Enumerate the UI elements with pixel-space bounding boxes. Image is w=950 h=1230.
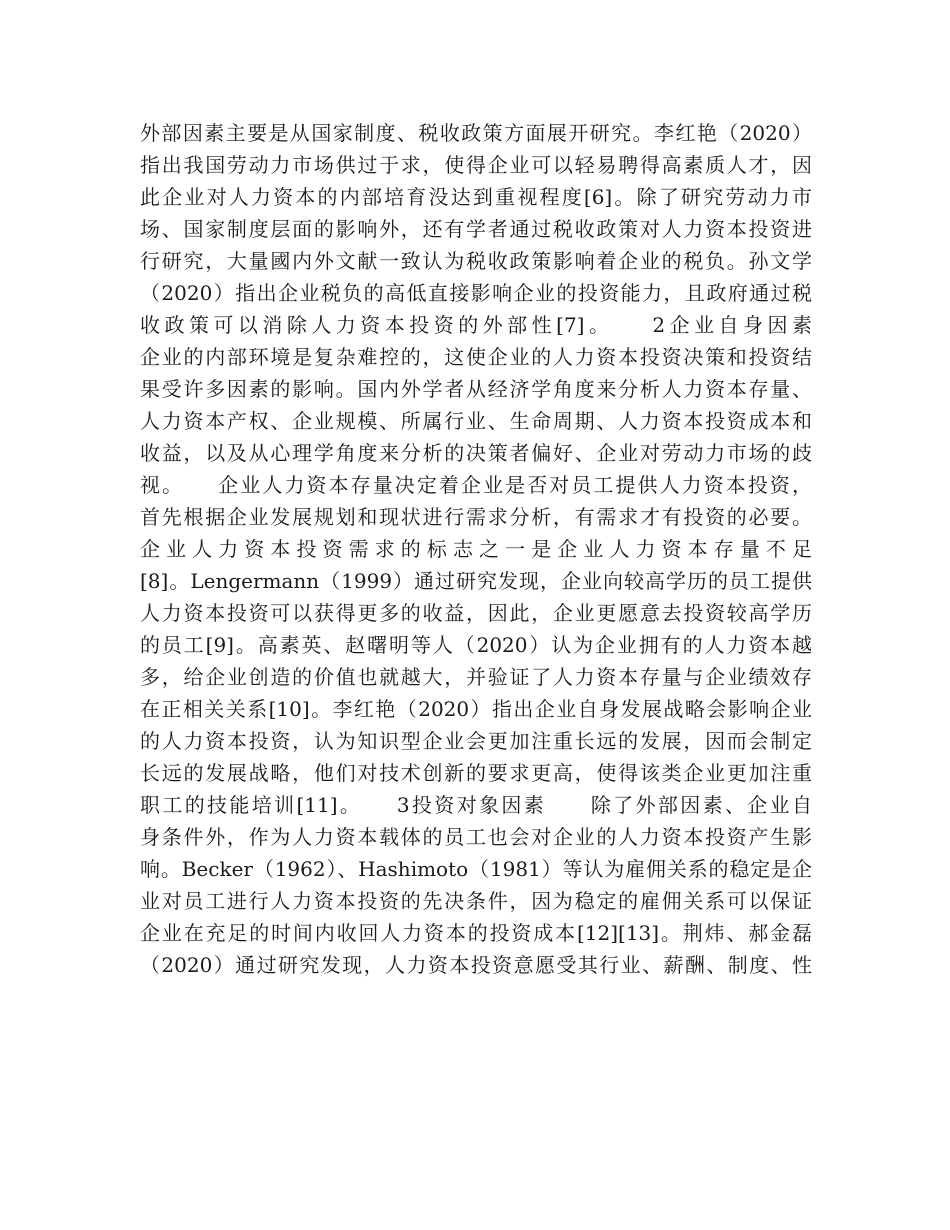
text-line: 收政策可以消除人力资本投资的外部性[7]。 2企业自身因素	[140, 313, 812, 337]
text-line: （2020）通过研究发现，人力资本投资意愿受其行业、薪酬、制度、性	[140, 953, 812, 977]
text-line: 外部因素主要是从国家制度、税收政策方面展开研究。李红艳（2020）	[140, 121, 812, 145]
text-line: 场、国家制度层面的影响外，还有学者通过税收政策对人力资本投资进	[140, 217, 812, 241]
text-line: 多，给企业创造的价值也就越大，并验证了人力资本存量与企业绩效存	[140, 665, 812, 689]
body-text	[140, 117, 812, 981]
text-line: 在正相关关系[10]。李红艳（2020）指出企业自身发展战略会影响企业	[140, 697, 812, 721]
text-line: 行研究，大量國内外文献一致认为税收政策影响着企业的税负。孙文学	[140, 249, 812, 273]
text-line: 指出我国劳动力市场供过于求，使得企业可以轻易聘得高素质人才，因	[140, 153, 812, 177]
text-line: 此企业对人力资本的内部培育没达到重视程度[6]。除了研究劳动力市	[140, 185, 812, 209]
text-line: 视。 企业人力资本存量决定着企业是否对员工提供人力资本投资，	[140, 473, 812, 497]
text-line: 的人力资本投资，认为知识型企业会更加注重长远的发展，因而会制定	[140, 729, 812, 753]
text-line: （2020）指出企业税负的高低直接影响企业的投资能力，且政府通过税	[140, 281, 812, 305]
text-line: 首先根据企业发展规划和现状进行需求分析，有需求才有投资的必要。	[140, 505, 812, 529]
text-line: 企业在充足的时间内收回人力资本的投资成本[12][13]。荆炜、郝金磊	[140, 921, 812, 945]
text-line: 人力资本产权、企业规模、所属行业、生命周期、人力资本投资成本和	[140, 409, 812, 433]
text-line: 的员工[9]。高素英、赵曙明等人（2020）认为企业拥有的人力资本越	[140, 633, 812, 657]
text-line: 响。Becker（1962）、Hashimoto（1981）等认为雇佣关系的稳定是企	[140, 857, 812, 881]
text-line: 身条件外，作为人力资本载体的员工也会对企业的人力资本投资产生影	[140, 825, 812, 849]
text-line: 企业人力资本投资需求的标志之一是企业人力资本存量不足	[140, 537, 812, 561]
text-line: [8]。Lengermann（1999）通过研究发现，企业向较高学历的员工提供	[140, 569, 812, 593]
text-line: 业对员工进行人力资本投资的先决条件，因为稳定的雇佣关系可以保证	[140, 889, 812, 913]
text-line: 果受许多因素的影响。国内外学者从经济学角度来分析人力资本存量、	[140, 377, 812, 401]
text-line: 长远的发展战略，他们对技术创新的要求更高，使得该类企业更加注重	[140, 761, 812, 785]
text-line: 收益，以及从心理学角度来分析的决策者偏好、企业对劳动力市场的歧	[140, 441, 812, 465]
text-line: 职工的技能培训[11]。 3投资对象因素 除了外部因素、企业自	[140, 793, 812, 817]
text-line: 人力资本投资可以获得更多的收益，因此，企业更愿意去投资较高学历	[140, 601, 812, 625]
text-line: 企业的内部环境是复杂难控的，这使企业的人力资本投资决策和投资结	[140, 345, 812, 369]
